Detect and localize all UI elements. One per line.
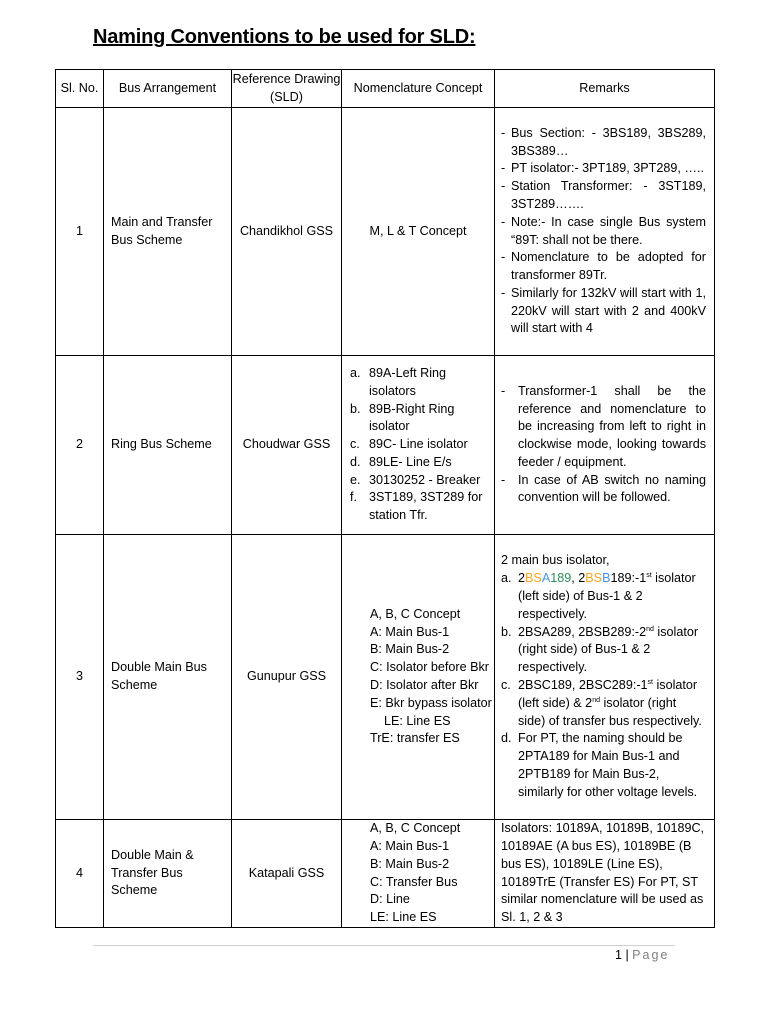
naming-conventions-table bbox=[55, 69, 715, 928]
row-3-nomenclature bbox=[342, 535, 495, 820]
row-1-reference: Chandikhol GSS bbox=[232, 108, 342, 356]
row-4-bus-arrangement: Double Main & Transfer Bus Scheme bbox=[104, 820, 232, 928]
nomenclature-item: b. 89B-Right Ring isolator bbox=[350, 401, 455, 434]
remark-item: - Note:- In case single Bus system “89T: shall not be there. bbox=[501, 214, 706, 250]
row-2-bus-arrangement: Ring Bus Scheme bbox=[104, 356, 232, 535]
nomenclature-line: A, B, C Concept bbox=[370, 606, 461, 621]
remark-item: - Transformer-1 shall be the reference and nomenclature to be increasing from left to right in clockwise mode, looking towards feeder / equipment. bbox=[501, 383, 706, 472]
nomenclature-line: TrE: transfer ES bbox=[370, 731, 460, 746]
remark-item: - In case of AB switch no naming convention will be followed. bbox=[501, 472, 706, 508]
remark-item: a. 2BSA189, 2BSB189:-1st isolator (left side) of Bus-1 & 2 respectively. bbox=[501, 571, 696, 621]
remark-item: - Similarly for 132kV will start with 1, 220kV will start with 2 and 400kV will start with 4 bbox=[501, 285, 706, 338]
row-3-remarks bbox=[495, 535, 715, 820]
row-4-sl: 4 bbox=[56, 820, 104, 928]
row-1-remarks bbox=[495, 108, 715, 356]
row-4-nomenclature bbox=[342, 820, 495, 928]
page-separator: | bbox=[625, 948, 629, 962]
footer-divider bbox=[93, 945, 675, 946]
row-3-sl: 3 bbox=[56, 535, 104, 820]
nomenclature-line: A, B, C Concept bbox=[370, 821, 461, 836]
nomenclature-line: E: Bkr bypass isolator bbox=[370, 695, 492, 710]
table-row bbox=[56, 535, 715, 820]
table-row bbox=[56, 108, 715, 356]
table-row bbox=[56, 820, 715, 928]
nomenclature-line: C: Transfer Bus bbox=[370, 874, 458, 889]
remark-item: - Nomenclature to be adopted for transformer 89Tr. bbox=[501, 249, 706, 285]
remark-intro: 2 main bus isolator, bbox=[501, 553, 610, 568]
nomenclature-line: D: Isolator after Bkr bbox=[370, 678, 479, 692]
remark-item: b. 2BSA289, 2BSB289:-2nd isolator (right side) of Bus-1 & 2 respectively. bbox=[501, 624, 699, 675]
row-2-nomenclature bbox=[342, 356, 495, 535]
row-3-bus-arrangement: Double Main Bus Scheme bbox=[104, 535, 232, 820]
row-4-remarks: Isolators: 10189A, 10189B, 10189C, 10189AE (A bus ES), 10189BE (B bus ES), 10189LE (Line ES), 10189TrE (Transfer ES) For PT, ST similar nomenclature will be used as Sl. 1, 2 & 3 bbox=[495, 820, 715, 928]
row-4-reference: Katapali GSS bbox=[232, 820, 342, 928]
remark-item: c. 2BSC189, 2BSC289:-1st isolator (left side) & 2nd isolator (right side) of transfer bus respectively. bbox=[501, 678, 702, 728]
nomenclature-line: C: Isolator before Bkr bbox=[370, 660, 489, 675]
remark-item: - Station Transformer: - 3ST189, 3ST289……. bbox=[501, 178, 706, 214]
nomenclature-line: A: Main Bus-1 bbox=[370, 838, 450, 853]
row-2-remarks bbox=[495, 356, 715, 535]
page-number: 1 bbox=[615, 948, 622, 962]
nomenclature-item: d. 89LE- Line E/s bbox=[350, 454, 452, 469]
page-footer bbox=[615, 948, 669, 962]
page-label: Page bbox=[632, 948, 670, 962]
row-2-reference: Choudwar GSS bbox=[232, 356, 342, 535]
header-remarks: Remarks bbox=[495, 70, 715, 108]
header-reference-drawing: Reference Drawing (SLD) bbox=[232, 70, 342, 108]
row-1-sl: 1 bbox=[56, 108, 104, 356]
nomenclature-line: B: Main Bus-2 bbox=[370, 856, 450, 871]
remark-item: - PT isolator:- 3PT189, 3PT289, ….. bbox=[501, 160, 706, 178]
nomenclature-item: e. 30130252 - Breaker bbox=[350, 472, 481, 487]
nomenclature-line: D: Line bbox=[370, 892, 410, 907]
row-1-nomenclature: M, L & T Concept bbox=[342, 108, 495, 356]
row-1-bus-arrangement: Main and Transfer Bus Scheme bbox=[104, 108, 232, 356]
nomenclature-item: c. 89C- Line isolator bbox=[350, 437, 468, 452]
header-sl-no: Sl. No. bbox=[56, 70, 104, 108]
row-3-reference: Gunupur GSS bbox=[232, 535, 342, 820]
header-bus-arrangement: Bus Arrangement bbox=[104, 70, 232, 108]
nomenclature-item: f. 3ST189, 3ST289 for station Tfr. bbox=[350, 490, 483, 523]
nomenclature-line: LE: Line ES bbox=[384, 713, 451, 728]
nomenclature-line: LE: Line ES bbox=[370, 910, 437, 925]
page-title: Naming Conventions to be used for SLD: bbox=[93, 26, 476, 48]
table-header-row bbox=[56, 70, 715, 108]
nomenclature-item: a. 89A-Left Ring isolators bbox=[350, 365, 447, 398]
nomenclature-line: A: Main Bus-1 bbox=[370, 624, 450, 639]
remark-item: - Bus Section: - 3BS189, 3BS289, 3BS389… bbox=[501, 125, 706, 161]
header-nomenclature-concept: Nomenclature Concept bbox=[342, 70, 495, 108]
row-2-sl: 2 bbox=[56, 356, 104, 535]
remark-item: d. For PT, the naming should be 2PTA189 for Main Bus-1 and 2PTB189 for Main Bus-2, similarly for other voltage levels. bbox=[501, 731, 698, 799]
nomenclature-line: B: Main Bus-2 bbox=[370, 642, 450, 657]
table-row bbox=[56, 356, 715, 535]
